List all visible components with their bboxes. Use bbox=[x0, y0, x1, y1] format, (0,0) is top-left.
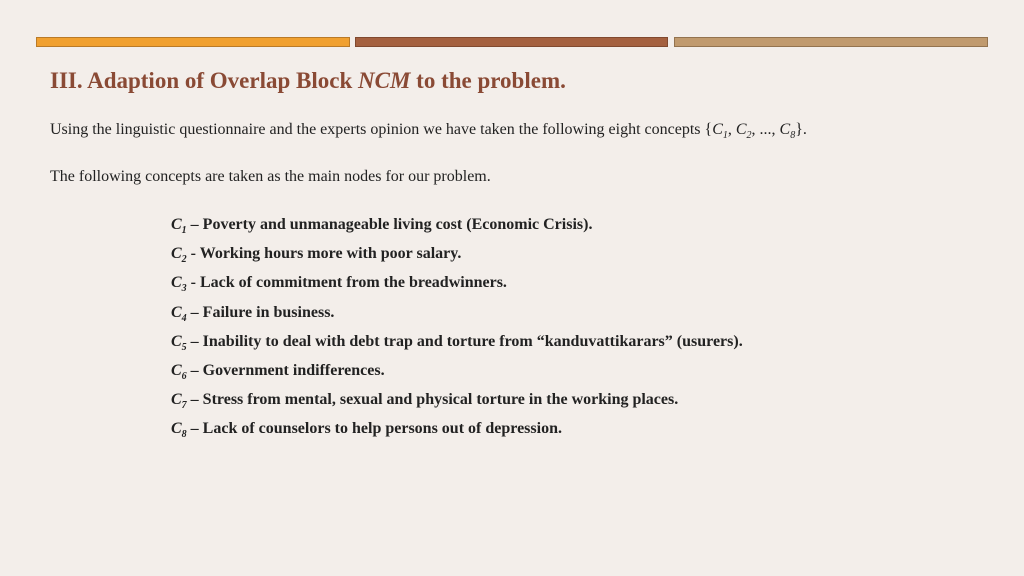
concept-desc: – Stress from mental, sexual and physical torture in the working places. bbox=[186, 391, 679, 409]
concept-item bbox=[171, 213, 743, 242]
slide-title bbox=[50, 68, 566, 94]
concept-id: $C_1$ bbox=[171, 216, 187, 237]
concept-id: $C_5$ bbox=[171, 332, 187, 353]
concept-id: $C_3$ bbox=[171, 274, 187, 295]
concept-c1-ref: $C_1$ bbox=[712, 121, 728, 142]
concept-desc: – Failure in business. bbox=[186, 303, 335, 321]
concept-id: $C_8$ bbox=[171, 420, 187, 441]
concept-item bbox=[171, 417, 743, 446]
concept-item bbox=[171, 271, 743, 300]
concept-c2-ref: $C_2$ bbox=[735, 121, 752, 142]
concept-item bbox=[171, 359, 743, 388]
nodes-paragraph: The following concepts are taken as the main nodes for our problem. bbox=[50, 168, 491, 185]
title-prefix: III. Adaption of Overlap Block bbox=[50, 68, 358, 93]
title-suffix: to the problem. bbox=[410, 68, 566, 93]
concept-c8-ref: $C_8$ bbox=[779, 121, 796, 142]
concept-desc: - Lack of commitment from the breadwinners. bbox=[186, 274, 507, 292]
concept-list bbox=[171, 213, 743, 447]
decor-bar-tan bbox=[674, 37, 988, 47]
intro-paragraph: Using the linguistic questionnaire and the experts opinion we have taken the following eight concepts {$C_1$, $C_2$, ..., $C_8$}. bbox=[50, 121, 807, 142]
concept-desc: – Government indifferences. bbox=[186, 361, 385, 379]
concept-desc: – Inability to deal with debt trap and torture from “kanduvattikarars” (usurers). bbox=[186, 332, 743, 350]
concept-id: $C_4$ bbox=[171, 303, 187, 324]
concept-desc: – Poverty and unmanageable living cost (Economic Crisis). bbox=[186, 216, 593, 233]
concept-item bbox=[171, 388, 743, 417]
intro-text: Using the linguistic questionnaire and the experts opinion we have taken the following eight concepts { bbox=[50, 121, 713, 138]
concept-item bbox=[171, 242, 743, 271]
concept-item bbox=[171, 330, 743, 359]
title-emphasis: NCM bbox=[358, 68, 411, 93]
concept-id: $C_6$ bbox=[171, 361, 187, 383]
concept-desc: – Lack of counselors to help persons out of depression. bbox=[186, 420, 562, 438]
decor-bar-orange bbox=[36, 37, 350, 47]
decor-bar-brown bbox=[355, 37, 668, 47]
concept-id: $C_2$ bbox=[171, 245, 187, 266]
concept-desc: - Working hours more with poor salary. bbox=[186, 245, 462, 263]
concept-id: $C_7$ bbox=[171, 391, 187, 412]
concept-item bbox=[171, 301, 743, 330]
